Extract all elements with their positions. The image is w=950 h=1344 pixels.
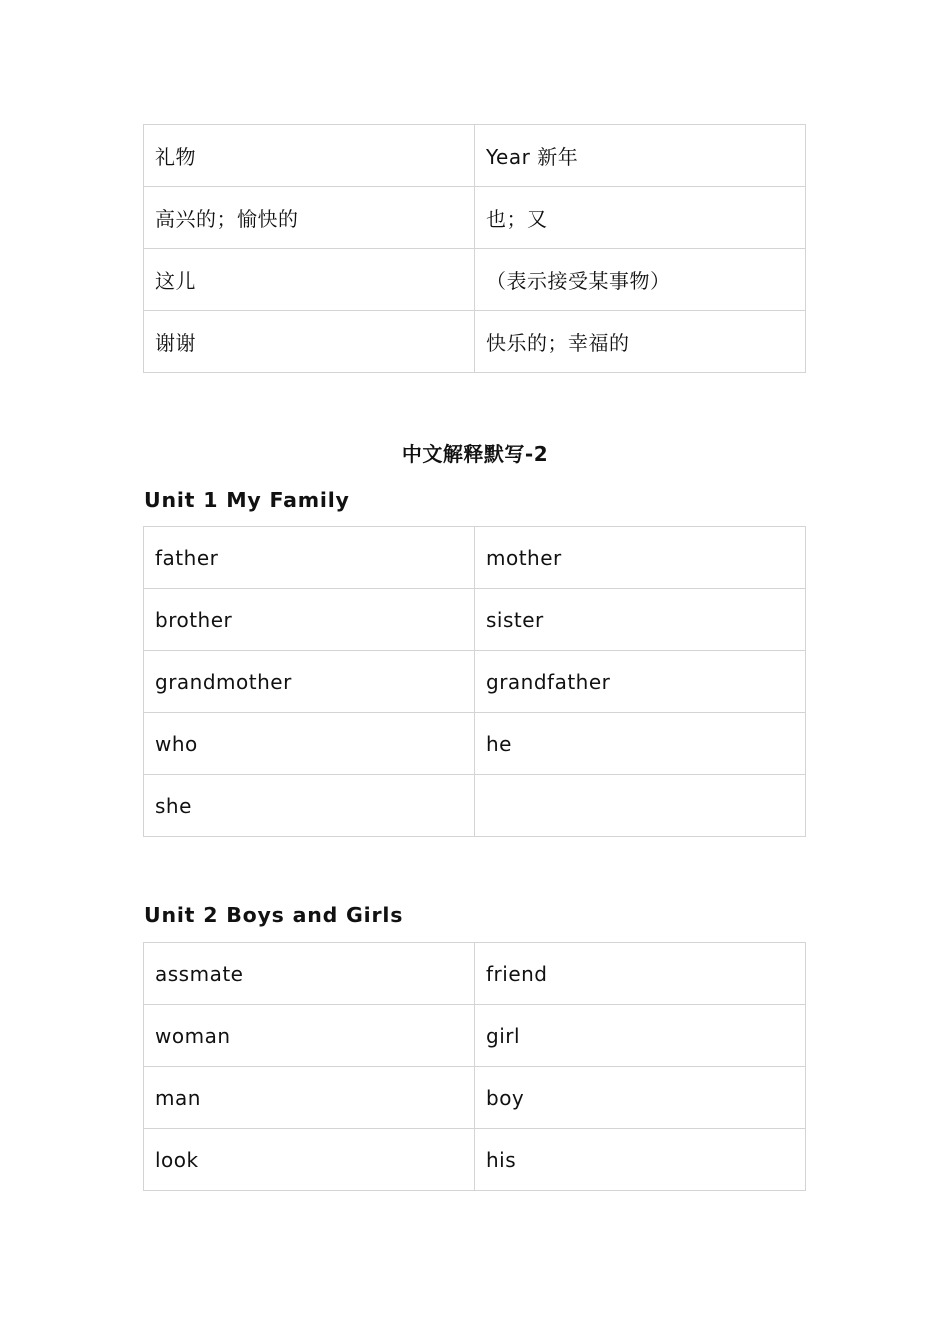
table-row xyxy=(144,589,806,651)
table-cell: 谢谢 xyxy=(144,311,475,373)
table-cell: woman xyxy=(144,1005,475,1067)
table-row xyxy=(144,775,806,837)
vocab-table-top xyxy=(143,124,806,373)
table-row xyxy=(144,1129,806,1191)
table-row xyxy=(144,527,806,589)
table-row xyxy=(144,249,806,311)
table-cell: look xyxy=(144,1129,475,1191)
table-row xyxy=(144,311,806,373)
table-cell: man xyxy=(144,1067,475,1129)
table-cell: 这儿 xyxy=(144,249,475,311)
table-cell: 高兴的；愉快的 xyxy=(144,187,475,249)
table-cell: boy xyxy=(475,1067,806,1129)
table-cell: who xyxy=(144,713,475,775)
table-cell: sister xyxy=(475,589,806,651)
vocab-table-unit-2 xyxy=(143,942,806,1191)
table-cell: friend xyxy=(475,943,806,1005)
table-cell: 礼物 xyxy=(144,125,475,187)
table-cell: she xyxy=(144,775,475,837)
table-cell: girl xyxy=(475,1005,806,1067)
table-cell: 也；又 xyxy=(475,187,806,249)
table-cell: Year 新年 xyxy=(475,125,806,187)
table-cell: brother xyxy=(144,589,475,651)
table-cell: grandfather xyxy=(475,651,806,713)
table-cell: assmate xyxy=(144,943,475,1005)
table-row xyxy=(144,1005,806,1067)
table-cell: mother xyxy=(475,527,806,589)
table-row xyxy=(144,125,806,187)
table-cell: grandmother xyxy=(144,651,475,713)
unit-2-heading: Unit 2 Boys and Girls xyxy=(144,903,404,927)
table-row xyxy=(144,713,806,775)
table-cell: 快乐的；幸福的 xyxy=(475,311,806,373)
table-row xyxy=(144,1067,806,1129)
vocab-table-unit-1 xyxy=(143,526,806,837)
table-cell: his xyxy=(475,1129,806,1191)
table-row xyxy=(144,651,806,713)
table-cell xyxy=(475,775,806,837)
table-cell: he xyxy=(475,713,806,775)
table-cell: father xyxy=(144,527,475,589)
table-cell: （表示接受某事物） xyxy=(475,249,806,311)
table-row xyxy=(144,187,806,249)
table-row xyxy=(144,943,806,1005)
section-title: 中文解释默写-2 xyxy=(401,442,549,466)
unit-1-heading: Unit 1 My Family xyxy=(144,488,350,512)
